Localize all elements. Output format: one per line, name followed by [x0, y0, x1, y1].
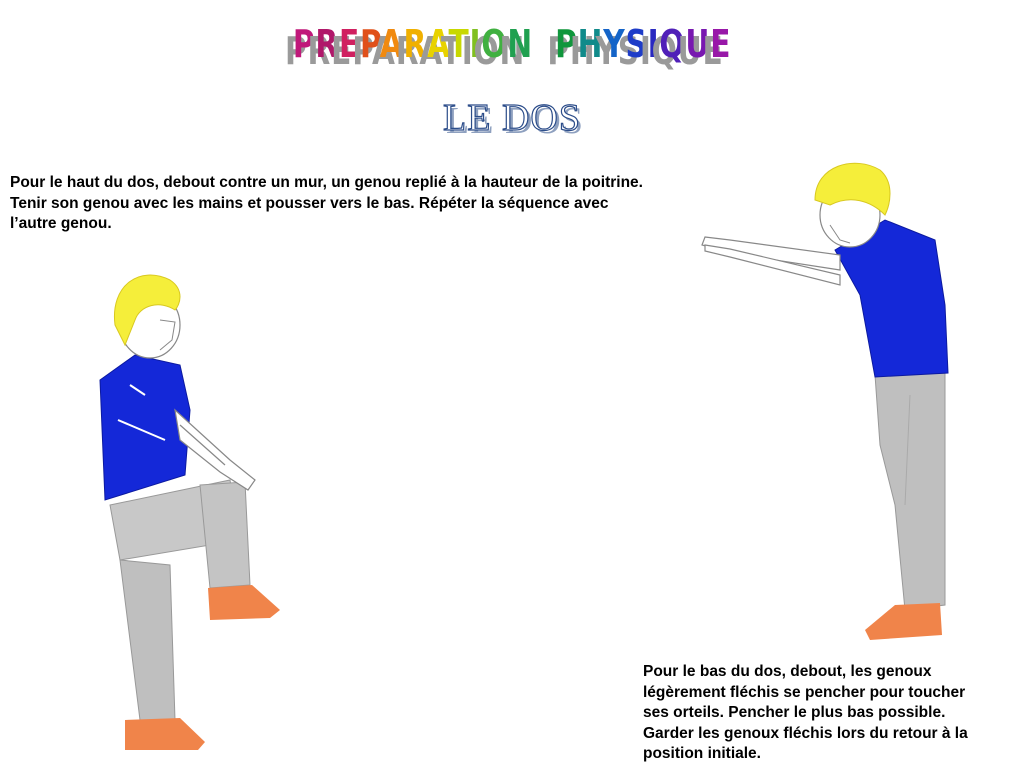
page-subtitle: LE DOS: [443, 97, 581, 139]
title-letter: N: [507, 22, 533, 66]
title-letter: U: [685, 22, 711, 66]
left-shirt: [100, 355, 190, 500]
title-letter: Q: [659, 22, 686, 66]
standing-leg: [120, 560, 175, 720]
right-legs: [875, 373, 945, 610]
title-letter: S: [625, 22, 648, 66]
title-letter: P: [359, 22, 380, 66]
title-letter: A: [427, 22, 449, 66]
left-shoe-raised: [208, 585, 280, 620]
title-letter: A: [379, 22, 404, 66]
title-letter: E: [710, 22, 732, 66]
instruction-lower-back: Pour le bas du dos, debout, les genoux légèrement fléchis se pencher pour toucher ses orteils. Pencher le plus bas possible. Garder les genoux fléchis lors du retour à la position initiale.: [643, 663, 968, 762]
title-letter: Y: [603, 22, 626, 66]
title-block: [0, 22, 1024, 66]
title-letter: E: [338, 22, 360, 66]
title-letter: P: [555, 22, 578, 66]
title-letter: I: [647, 22, 660, 66]
page-title: [293, 22, 731, 66]
title-letter: O: [481, 22, 508, 66]
raised-shin: [200, 482, 250, 588]
forward-bend-figure: [690, 145, 990, 650]
title-letter: T: [448, 22, 470, 66]
title-letter: P: [292, 22, 316, 66]
title-letter: I: [469, 22, 482, 66]
title-letter: [544, 22, 555, 66]
title-letter: R: [315, 22, 339, 66]
title-letter: [533, 22, 544, 66]
left-shoe-standing: [125, 718, 205, 750]
title-letter: H: [577, 22, 604, 66]
right-shoe: [865, 603, 942, 640]
title-letter: R: [403, 22, 428, 66]
instruction-upper-back: Pour le haut du dos, debout contre un mur, un genou replié à la hauteur de la poitrine. Tenir son genou avec les mains et pousser vers le bas. Répéter la séquence avec l’autre genou.: [10, 174, 643, 232]
knee-raise-figure: [80, 250, 310, 760]
